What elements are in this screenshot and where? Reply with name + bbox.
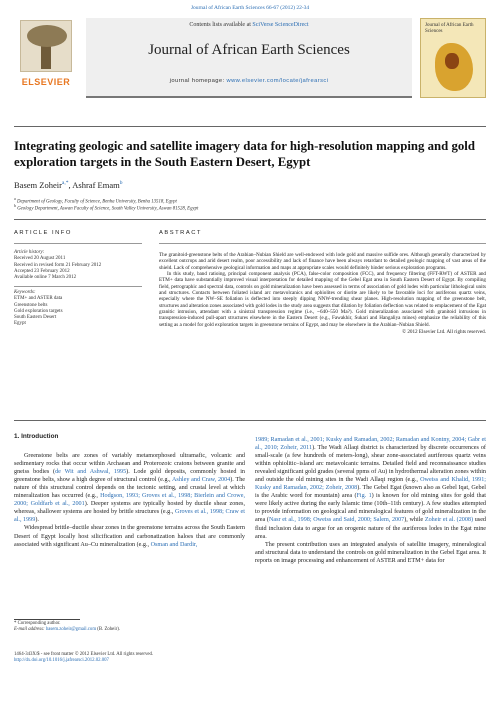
citation-link[interactable]: de Wit and Ashwal, 1995 (55, 469, 127, 476)
keywords: Keywords: ETM+ and ASTER data Greenstone belts Gold exploration targets South Eastern Desert Egypt (14, 290, 142, 328)
citation-link[interactable]: Osman and Dardir, (150, 541, 198, 548)
history-item: Received 20 August 2011 (14, 256, 66, 262)
email-link[interactable]: basem.zoheir@gmail.com (45, 627, 97, 632)
author-marks[interactable]: b (119, 180, 123, 187)
history-item: Accepted 23 February 2012 (14, 268, 70, 274)
header-divider (14, 126, 486, 127)
body-left-column (14, 433, 245, 549)
affiliation: $^b$ Geology Department, Aswan Faculty of Science, South Valley University, Aswan 81528, Egypt (14, 203, 199, 212)
journal-homepage: journal homepage: www.elsevier.com/locate/jafrearsci (169, 78, 329, 84)
citation-link[interactable]: Oweiss and Khalid, 1991; Kusky and Ramadan, 2002; Zoheir, 2008 (255, 477, 486, 492)
body-right-column (255, 436, 486, 565)
issn-line: 1464-343X/$ - see front matter © 2012 Elsevier Ltd. All rights reserved. (14, 652, 154, 657)
africa-map-icon (435, 43, 473, 91)
author-marks[interactable]: a,* (61, 180, 69, 187)
abstract-rule (159, 243, 486, 244)
citation-link[interactable]: Hodgson, 1993; Groves et al., 1998; Bierlein and Crowe, 2000; Goldfarb et al., 2001 (14, 493, 245, 508)
journal-cover-thumbnail[interactable] (420, 18, 486, 98)
article-info-label: ARTICLE INFO (14, 230, 72, 236)
citation-link[interactable]: Nasr et al., 1998; Oweiss and Said, 2000; Salem, 2007 (268, 517, 405, 524)
copyright-notice: © 2012 Elsevier Ltd. All rights reserved. (402, 329, 486, 336)
keyword-item: Gold exploration targets (14, 308, 63, 314)
sciencedirect-link[interactable]: SciVerse ScienceDirect (252, 22, 309, 28)
keyword-item: ETM+ and ASTER data (14, 296, 63, 302)
keyword-item: Egypt (14, 321, 26, 327)
author-list: Basem Zoheir$^{a,*}$, Ashraf Emam$^b$ (14, 180, 123, 190)
body-paragraph: Greenstone belts are zones of variably metamorphosed ultramafic, volcanic and sedimentary rocks that occur within Archaean and Proterozoic cratons between granite and gneiss bodies (de Wit and Ashwal, 1995). Lode gold deposits, commonly hosted in greenstone belts, show a high degree of structural control (e.g., Ashley and Craw, 2004). The nature of this structural control depends on the tectonic setting, and crustal level at which mineralization has occurred (e.g., Hodgson, 1993; Groves et al., 1998; Bierlein and Crowe, 2000; Goldfarb et al., 2001). Deeper systems are typically hosted by ductile shear zones, whereas, shallower systems are hosted by brittle structures (e.g., Groves et al., 1998; Craw et al., 1999). (14, 453, 245, 524)
contents-line: Contents lists available at SciVerse ScienceDirect (189, 22, 309, 28)
footnote-rule (14, 619, 80, 620)
citation-link[interactable]: 1989; Ramadan et al., 2001; Kusky and Ramadan, 2002; Ramadan and Kontny, 2004; Gabr et al., 2010; Zoheir, 2011 (255, 437, 486, 452)
citation-link[interactable]: Groves et al., 1998; Craw et al., 1999 (14, 509, 245, 524)
article-title: Integrating geologic and satellite imagery data for high-resolution mapping and gold exploration targets in the South Eastern Desert, Egypt (14, 139, 475, 169)
cover-title: Journal of African Earth Sciences (425, 23, 474, 34)
abstract-paragraph: The granitoid-greenstone belts of the Arabian–Nubian Shield are well-endowed with lode gold and massive sulfide ores. Although generally characterized by excellent outcrops and arid desert realm, poor accessibility and lack of finance have been always retardant to detailed geologic mapping of vast areas of the shield. Lack of comprehensive geological information and maps at appropriate scales would definitely hinder serious exploration programs. (159, 252, 486, 271)
citation-link[interactable]: Ashley and Craw, 2004 (172, 477, 231, 484)
affiliation: $^a$ Department of Geology, Faculty of Science, Benha University, Benha 13518, Egypt (14, 196, 177, 205)
keywords-rule (14, 286, 142, 287)
body-paragraph: The present contribution uses an integrated analysis of satellite imagery, mineralogical and structural data to understand the controls on gold mineralization in the Gebel Egat area. It reports on image processing and enhancement of ASTER and ETM+ data for (255, 541, 486, 564)
corresponding-author-note: * Corresponding author. (14, 621, 61, 626)
figure-link[interactable]: Fig. 1 (356, 493, 372, 500)
article-info-rule (14, 243, 142, 244)
email-line: E-mail address: basem.zoheir@gmail.com (B. Zoheir). (14, 627, 121, 632)
author-name[interactable]: Ashraf Emam (72, 180, 120, 190)
abstract-label: ABSTRACT (159, 230, 202, 236)
history-item: Available online 7 March 2012 (14, 275, 77, 281)
journal-reference[interactable]: Journal of African Earth Sciences 66-67 (2012) 22-34 (190, 5, 310, 11)
abstract-paragraph: In this study, band ratioing, principal component analysis (PCA), false-color composition (FCC), and frequency filtering (FFT-RWT) of ASTER and ETM+ data have substantially improved visual interpretation for detailed mapping of the Gebel Egat area in South Eastern Desert of Egypt. By compiling field, petrographic and spectral data, controls on gold mineralization have been assessed in terms of association of gold lodes with particular lithological units and structures. Contacts between foliated island arc metavolcanics and ophiolites or diorite are likely to be favorable loci for auriferous quartz veins, especially where the NW–SE foliation is deflected into steeply dipping NNW-trending shear planes. High-resolution mapping of the greenstone belt, structures and alteration zones associated with gold lodes in the study area suggests that dilation by foliation deflection was related to emplacement of the Egat granitic intrusion, attendant with a sinistral transpression regime (i.e., ~640–550 Ma?). Gold mineralization associated with granitoid intrusions in transpression-induced pull-apart structures elsewhere in the Eastern Desert (e.g., Fawakhir, Sukari and Hangaliya mines) emphasize the reliability of this setting as a model for gold exploration targets in greenstone terrains of Egypt, and may be elsewhere in the Arabian–Nubian Shield. (159, 271, 486, 328)
body-paragraph: Widespread brittle–ductile shear zones in the greenstone terrains across the South Eastern Desert of Egypt locally host silicification and carbonatization haloes that are commonly associated with significant Au–Cu mineralization (e.g., Osman and Dardir, (14, 525, 245, 548)
masthead-banner (86, 18, 412, 98)
abstract-text (159, 252, 486, 335)
abstract-bottom-divider (14, 420, 486, 421)
keyword-item: South Eastern Desert (14, 315, 57, 321)
elsevier-logo[interactable] (14, 20, 78, 92)
page-footer (14, 652, 153, 664)
body-paragraph: 1989; Ramadan et al., 2001; Kusky and Ramadan, 2002; Ramadan and Kontny, 2004; Gabr et al., 2010; Zoheir, 2011). The Wadi Allaqi district is characterized by discrete occurrences of small-scale (a few hundreds of meters-long), shear zone-associated auriferous quartz veins within ophiolitic–island arc metavolcanic terrains. Detailed field and reconnaissance studies revealed significant gold grades (several ppms of Au) in hydrothermal alteration zones within and outside the old mining sites in the Wadi Allaqi region (e.g., Oweiss and Khalid, 1991; Kusky and Ramadan, 2002; Zoheir, 2008). The Gebel Egat (known also as Gebel Iqat, Gebel is the Arabic word for mountain) area (Fig. 1) is known for old mining sites for gold that were likely active during the early Islamic time (10th–11th century). A few studies attempted to provide information on geological and mineralogical features of gold mineralization in the area (Nasr et al., 1998; Oweiss and Said, 2000; Salem, 2007), while Zoheir et al. (2008) used fluid inclusion data to argue for an orogenic nature of the auriferous lodes in the Egat mine area. (255, 437, 487, 540)
history-item: Received in revised form 21 February 2012 (14, 262, 102, 268)
journal-title: Journal of African Earth Sciences (148, 42, 350, 58)
doi-link[interactable]: http://dx.doi.org/10.1016/j.jafrearsci.2012.02.007 (14, 658, 109, 663)
affiliation-divider (14, 219, 486, 220)
elsevier-logo-text: ELSEVIER (21, 77, 71, 87)
elsevier-tree-icon (20, 20, 72, 72)
footnote (14, 621, 120, 633)
section-heading: 1. Introduction (14, 433, 59, 440)
citation-link[interactable]: Zoheir et al. (2008) (424, 517, 474, 524)
author-name[interactable]: Basem Zoheir (14, 180, 62, 190)
keyword-item: Greenstone belts (14, 302, 48, 308)
journal-homepage-link[interactable]: www.elsevier.com/locate/jafrearsci (226, 78, 329, 84)
masthead (14, 18, 486, 100)
article-history: Article history: Received 20 August 2011 Received in revised form 21 February 2012 Accepted 23 February 2012 Available online 7 March 2012 (14, 250, 142, 281)
